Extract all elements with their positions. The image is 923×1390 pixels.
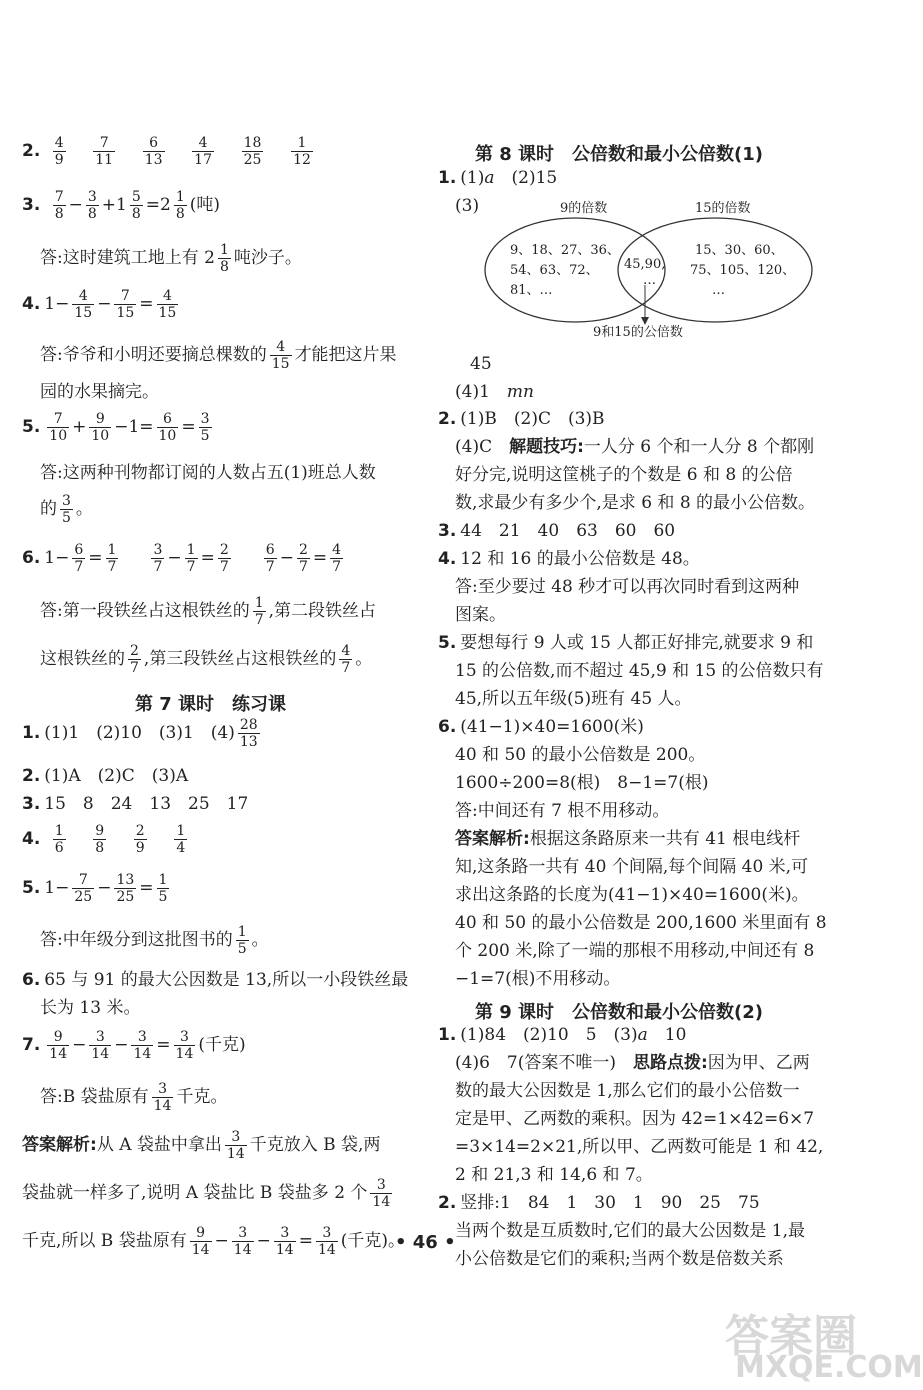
venn-left-3: 81、… [510,283,553,298]
r-analysis-6: −1=7(根)不用移动。 [455,969,621,989]
r-q1-3: (3) [455,196,480,216]
r-q2-4: 数,求最少有多少个,是求 6 和 8 的最小公倍数。 [455,493,816,513]
l7-analysis-2: 袋盐就一样多了,说明 A 袋盐比 B 袋盐多 2 个 $\frac{3}{14}$ [22,1177,391,1210]
r-analysis-2: 知,这条路一共有 40 个间隔,每个间隔 40 米,可 [455,857,809,877]
r-q4-3: 图案。 [455,605,506,625]
r-q2-2: (4)C 解题技巧:一人分 6 个和一人分 8 个都刚 [455,437,815,457]
left-q3-answer: 答:这时建筑工地上有 2 $\frac{1}{8}$ 吨沙子。 [40,242,302,275]
watermark-logo: 答案圈 [725,1311,857,1362]
r-q1-4: (4)1 mn [455,382,534,402]
left-q6: 6. 1− $\frac{6}{7}$ = $\frac{1}{7}$ $\frac{3}{7}$ − $\frac{1}{7}$ = $\frac{2}{7}$ $\frac{6}{7}$ − $\frac{2}{7}$ = $\frac{4}{7}$ [22,542,342,575]
r-q3: 3. 44 21 40 63 60 60 [438,521,676,541]
l9-q2-1: 2. 竖排:1 84 1 30 1 90 25 75 [438,1193,760,1213]
venn-arrow-head [641,317,649,325]
venn-label-15: 15的倍数 [695,201,751,216]
left-q3: 3. $\frac{7}{8}$ − $\frac{3}{8}$ +1 $\frac{5}{8}$ =2 $\frac{1}{8}$ (吨) [22,189,221,222]
l9-q1-6: 2 和 21,3 和 14,6 和 7。 [455,1165,653,1185]
l9-q1-5: =3×14=2×21,所以甲、乙两数可能是 1 和 42, [455,1137,824,1157]
l7-q2: 2. (1)A (2)C (3)A [22,766,189,786]
r-analysis-5: 个 200 米,除了一端的那根不用移动,中间还有 8 [455,941,815,961]
r-q6-3: 1600÷200=8(根) 8−1=7(根) [455,773,709,793]
l9-q1-3: 数的最大公因数是 1,那么它们的最小公倍数一 [455,1081,800,1101]
l7-q7: 7. $\frac{9}{14}$ − $\frac{3}{14}$ − $\frac{3}{14}$ = $\frac{3}{14}$ (千克) [22,1029,246,1062]
r-q1-45: 45 [470,354,492,374]
l9-q2-3: 小公倍数是它们的乘积;当两个数是倍数关系 [455,1249,784,1269]
venn-right-1: 15、30、60、 [695,243,784,258]
lesson7-title: 第 7 课时 练习课 [135,694,287,715]
r-q4-2: 答:至少要过 48 秒才可以再次同时看到这两种 [455,577,800,597]
r-analysis-1: 答案解析:根据这条路原来一共有 41 根电线杆 [455,829,801,849]
r-q6-1: 6. (41−1)×40=1600(米) [438,717,644,737]
l7-q4: 4. $\frac{1}{6}$ $\frac{9}{8}$ $\frac{2}{9}$ $\frac{1}{4}$ [22,823,186,856]
l7-q5-answer: 答:中年级分到这批图书的 $\frac{1}{5}$ 。 [40,924,269,957]
r-q6-4: 答:中间还有 7 根不用移动。 [455,801,670,821]
left-q5-answer-1: 答:这两种刊物都订阅的人数占五(1)班总人数 [40,463,376,483]
watermark-url: MXQE.COM [735,1350,923,1385]
r-q6-2: 40 和 50 的最小公倍数是 200。 [455,745,706,765]
left-q5: 5. $\frac{7}{10}$ + $\frac{9}{10}$ −1= $\frac{6}{10}$ = $\frac{3}{5}$ [22,411,210,444]
r-q2-1: 2. (1)B (2)C (3)B [438,409,605,429]
l7-analysis-3: 千克,所以 B 袋盐原有 $\frac{9}{14}$ − $\frac{3}{14}$ − $\frac{3}{14}$ = $\frac{3}{14}$ (千克)。 [22,1225,406,1258]
lesson8-title: 第 8 课时 公倍数和最小公倍数(1) [475,144,764,165]
r-q5-3: 45,所以五年级(5)班有 45 人。 [455,689,692,709]
left-q5-answer-2: 的 $\frac{3}{5}$ 。 [40,493,93,526]
r-q2-3: 好分完,说明这筐桃子的个数是 6 和 8 的公倍 [455,465,793,485]
venn-common-label: 9和15的公倍数 [593,325,683,340]
venn-mid-1: 45,90, [624,257,666,272]
r-analysis-4: 40 和 50 的最小公倍数是 200,1600 米里面有 8 [455,913,827,933]
r-q5-1: 5. 要想每行 9 人或 15 人都正好排完,就要求 9 和 [438,633,814,653]
r-q4-1: 4. 12 和 16 的最小公倍数是 48。 [438,549,700,569]
l7-q6-2: 长为 13 米。 [40,998,141,1018]
left-q4-answer: 答:爷爷和小明还要摘总棵数的 $\frac{4}{15}$ 才能把这片果 [40,339,397,372]
l7-q1: 1. (1)1 (2)10 (3)1 (4) $\frac{28}{13}$ [22,717,258,750]
r-q5-2: 15 的公倍数,而不超过 45,9 和 15 的公倍数只有 [455,661,824,681]
venn-mid-2: … [643,273,656,288]
l9-q1-2: (4)6 7(答案不唯一) 思路点拨:因为甲、乙两 [455,1053,810,1073]
left-q6-answer-2: 这根铁丝的 $\frac{2}{7}$ ,第三段铁丝占这根铁丝的 $\frac{4}{7}$ 。 [40,643,373,676]
l9-q2-2: 当两个数是互质数时,它们的最大公因数是 1,最 [455,1221,806,1241]
venn-left-1: 9、18、27、36、 [510,243,620,258]
left-q4-answer-2: 园的水果摘完。 [40,382,159,402]
venn-right-2: 75、105、120、 [690,263,796,278]
r-q1: 1. (1)a (2)15 [438,168,558,188]
left-q2: 2. $\frac{4}{9}$ $\frac{7}{11}$ $\frac{6}{13}$ $\frac{4}{17}$ $\frac{18}{25}$ $\frac{1}{12}$ [22,135,311,168]
left-q6-answer-1: 答:第一段铁丝占这根铁丝的 $\frac{1}{7}$ ,第二段铁丝占 [40,595,377,628]
l7-q3: 3. 15 8 24 13 25 17 [22,794,249,814]
l9-q1-4: 定是甲、乙两数的乘积。因为 42=1×42=6×7 [455,1109,815,1129]
l7-q7-answer: 答:B 袋盐原有 $\frac{3}{14}$ 千克。 [40,1081,228,1114]
left-q4: 4. 1− $\frac{4}{15}$ − $\frac{7}{15}$ = $\frac{4}{15}$ [22,288,177,321]
l9-q1-1: 1. (1)84 (2)10 5 (3)a 10 [438,1025,687,1045]
l7-analysis-1: 答案解析:从 A 袋盐中拿出 $\frac{3}{14}$ 千克放入 B 袋,两 [22,1129,381,1162]
l7-q5: 5. 1− $\frac{7}{25}$ − $\frac{13}{25}$ = $\frac{1}{5}$ [22,872,168,905]
page-number: • 46 • [395,1232,456,1253]
venn-label-9: 9的倍数 [560,201,608,216]
l7-q6-1: 6. 65 与 91 的最大公因数是 13,所以一小段铁丝最 [22,970,409,990]
venn-right-3: … [712,283,725,298]
lesson9-title: 第 9 课时 公倍数和最小公倍数(2) [475,1002,764,1023]
r-analysis-3: 求出这条路的长度为(41−1)×40=1600(米)。 [455,885,809,905]
venn-left-2: 54、63、72、 [510,263,599,278]
